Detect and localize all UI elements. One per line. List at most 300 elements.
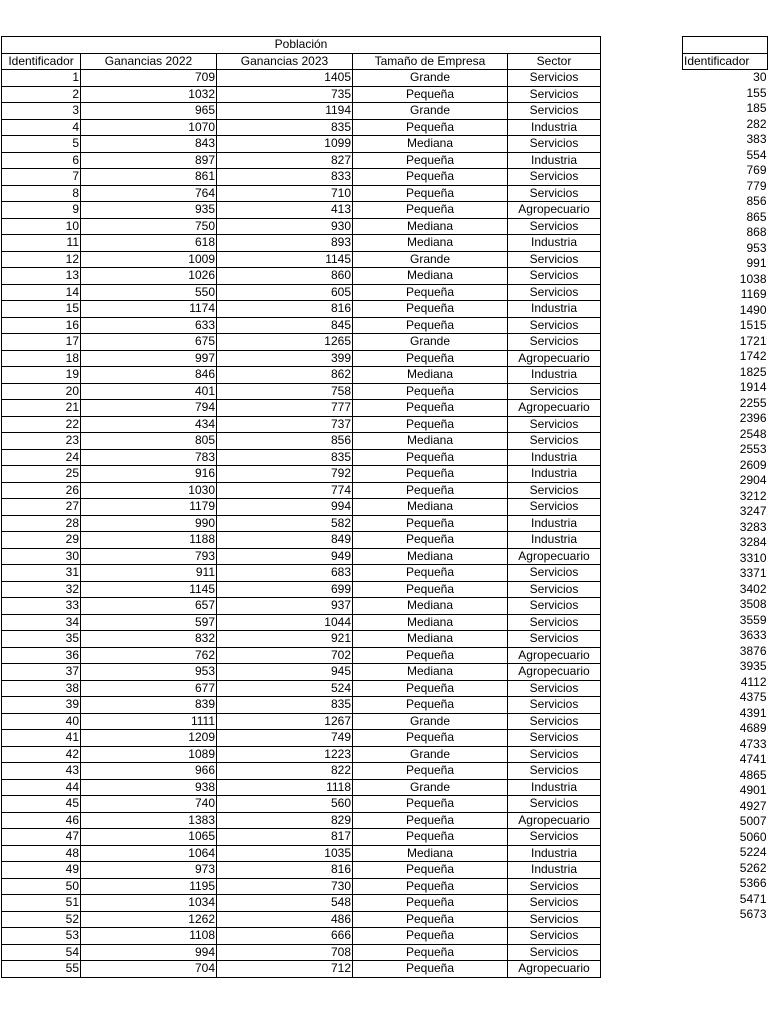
cell-ganancias-2022: 966: [81, 763, 217, 780]
cell-tamano-empresa: Pequeña: [353, 680, 508, 697]
cell-identificador: 4112: [740, 674, 767, 689]
cell-identificador: 51: [2, 895, 81, 912]
cell-identificador: 46: [2, 812, 81, 829]
cell-ganancias-2023: 860: [217, 268, 353, 285]
table-row: [2, 895, 601, 912]
table-row: [2, 581, 601, 598]
cell-ganancias-2022: 1108: [81, 928, 217, 945]
cell-ganancias-2023: 835: [217, 449, 353, 466]
table-row: [2, 70, 601, 87]
cell-tamano-empresa: Grande: [353, 251, 508, 268]
cell-identificador: 29: [2, 532, 81, 549]
cell-ganancias-2023: 930: [217, 218, 353, 235]
cell-sector: Industria: [508, 862, 601, 879]
cell-identificador: 32: [2, 581, 81, 598]
cell-tamano-empresa: Pequeña: [353, 565, 508, 582]
cell-ganancias-2023: 817: [217, 829, 353, 846]
cell-ganancias-2023: 1118: [217, 779, 353, 796]
cell-tamano-empresa: Pequeña: [353, 697, 508, 714]
table-row: [2, 631, 601, 648]
cell-ganancias-2023: 849: [217, 532, 353, 549]
cell-ganancias-2023: 1099: [217, 136, 353, 153]
table-row: [2, 746, 601, 763]
header-ganancias-2022: Ganancias 2022: [81, 53, 217, 70]
cell-tamano-empresa: Mediana: [353, 218, 508, 235]
cell-sector: Servicios: [508, 268, 601, 285]
cell-ganancias-2022: 750: [81, 218, 217, 235]
cell-identificador: 7: [2, 169, 81, 186]
table-row: [683, 148, 768, 164]
table-row: [683, 535, 768, 551]
cell-identificador: 3935: [739, 659, 767, 674]
table-row: [2, 86, 601, 103]
cell-tamano-empresa: Pequeña: [353, 911, 508, 928]
cell-identificador: 2904: [739, 473, 767, 488]
cell-ganancias-2022: 597: [81, 614, 217, 631]
cell-ganancias-2022: 401: [81, 383, 217, 400]
cell-ganancias-2023: 1145: [217, 251, 353, 268]
table-row: [2, 466, 601, 483]
cell-sector: Industria: [508, 449, 601, 466]
cell-ganancias-2023: 605: [217, 284, 353, 301]
table-row: [2, 565, 601, 582]
cell-sector: Servicios: [508, 697, 601, 714]
cell-identificador: 12: [2, 251, 81, 268]
table-row: [2, 202, 601, 219]
cell-identificador: 35: [2, 631, 81, 648]
cell-ganancias-2023: 945: [217, 664, 353, 681]
cell-ganancias-2022: 1065: [81, 829, 217, 846]
table-row: [683, 396, 768, 412]
title-row: [2, 37, 601, 54]
cell-identificador: 2: [2, 86, 81, 103]
cell-tamano-empresa: Grande: [353, 103, 508, 120]
table-row: [2, 548, 601, 565]
table-row: [683, 349, 768, 365]
cell-ganancias-2022: 1188: [81, 532, 217, 549]
second-title-row: [683, 37, 768, 54]
cell-sector: Servicios: [508, 581, 601, 598]
table-row: [683, 830, 768, 846]
cell-ganancias-2022: 633: [81, 317, 217, 334]
cell-ganancias-2023: 1265: [217, 334, 353, 351]
cell-ganancias-2023: 835: [217, 697, 353, 714]
cell-identificador: 36: [2, 647, 81, 664]
cell-identificador: 5471: [739, 891, 767, 906]
cell-ganancias-2023: 399: [217, 350, 353, 367]
cell-identificador: 4901: [739, 783, 767, 798]
cell-identificador: 868: [746, 225, 767, 240]
cell-sector: Servicios: [508, 251, 601, 268]
cell-identificador: 54: [2, 944, 81, 961]
table-row: [683, 861, 768, 877]
cell-ganancias-2022: 990: [81, 515, 217, 532]
cell-identificador: 15: [2, 301, 81, 318]
cell-identificador: 1169: [740, 287, 767, 302]
cell-identificador: 991: [746, 256, 767, 271]
cell-identificador: 5: [2, 136, 81, 153]
cell-tamano-empresa: Pequeña: [353, 169, 508, 186]
cell-sector: Servicios: [508, 763, 601, 780]
cell-tamano-empresa: Pequeña: [353, 532, 508, 549]
cell-sector: Agropecuario: [508, 812, 601, 829]
cell-ganancias-2022: 1262: [81, 911, 217, 928]
table-row: [683, 303, 768, 319]
table-row: [683, 179, 768, 195]
cell-ganancias-2023: 666: [217, 928, 353, 945]
table-row: [2, 367, 601, 384]
cell-ganancias-2023: 1035: [217, 845, 353, 862]
table-row: [2, 878, 601, 895]
cell-identificador: 1038: [739, 271, 767, 286]
table-row: [2, 812, 601, 829]
table-row: [683, 86, 768, 102]
cell-sector: Servicios: [508, 680, 601, 697]
cell-ganancias-2023: 735: [217, 86, 353, 103]
cell-ganancias-2023: 937: [217, 598, 353, 615]
cell-ganancias-2022: 805: [81, 433, 217, 450]
table-row: [683, 597, 768, 613]
cell-ganancias-2022: 935: [81, 202, 217, 219]
cell-sector: Servicios: [508, 416, 601, 433]
table-row: [683, 783, 768, 799]
cell-identificador: 25: [2, 466, 81, 483]
cell-tamano-empresa: Mediana: [353, 598, 508, 615]
cell-ganancias-2023: 708: [217, 944, 353, 961]
cell-tamano-empresa: Pequeña: [353, 400, 508, 417]
cell-ganancias-2023: 560: [217, 796, 353, 813]
cell-sector: Industria: [508, 515, 601, 532]
cell-tamano-empresa: Mediana: [353, 433, 508, 450]
cell-identificador: 865: [746, 209, 767, 224]
cell-tamano-empresa: Pequeña: [353, 796, 508, 813]
cell-sector: Servicios: [508, 878, 601, 895]
cell-identificador: 53: [2, 928, 81, 945]
cell-ganancias-2023: 856: [217, 433, 353, 450]
table-row: [2, 169, 601, 186]
cell-identificador: 19: [2, 367, 81, 384]
cell-ganancias-2023: 774: [217, 482, 353, 499]
table-row: [2, 647, 601, 664]
cell-identificador: 14: [2, 284, 81, 301]
cell-sector: Industria: [508, 301, 601, 318]
cell-identificador: 4375: [739, 690, 767, 705]
cell-identificador: 27: [2, 499, 81, 516]
cell-ganancias-2023: 712: [217, 961, 353, 978]
cell-tamano-empresa: Pequeña: [353, 515, 508, 532]
cell-tamano-empresa: Pequeña: [353, 185, 508, 202]
cell-identificador: 3310: [739, 550, 767, 565]
cell-identificador: 10: [2, 218, 81, 235]
cell-sector: Servicios: [508, 70, 601, 87]
header-identificador: Identificador: [2, 53, 81, 70]
cell-identificador: 5007: [739, 814, 767, 829]
table-row: [683, 380, 768, 396]
cell-ganancias-2022: 916: [81, 466, 217, 483]
table-row: [2, 400, 601, 417]
table-row: [2, 845, 601, 862]
cell-identificador: 3508: [739, 597, 767, 612]
table-row: [683, 892, 768, 908]
table-row: [2, 499, 601, 516]
cell-ganancias-2023: 702: [217, 647, 353, 664]
table-row: [2, 713, 601, 730]
cell-tamano-empresa: Grande: [353, 779, 508, 796]
cell-tamano-empresa: Pequeña: [353, 466, 508, 483]
cell-tamano-empresa: Grande: [353, 713, 508, 730]
cell-identificador: 31: [2, 565, 81, 582]
cell-ganancias-2022: 1032: [81, 86, 217, 103]
cell-tamano-empresa: Pequeña: [353, 449, 508, 466]
cell-tamano-empresa: Grande: [353, 746, 508, 763]
second-header-row: [683, 53, 768, 70]
cell-identificador: 17: [2, 334, 81, 351]
cell-sector: Servicios: [508, 383, 601, 400]
cell-identificador: 40: [2, 713, 81, 730]
cell-ganancias-2023: 582: [217, 515, 353, 532]
cell-tamano-empresa: Pequeña: [353, 284, 508, 301]
cell-ganancias-2022: 1174: [81, 301, 217, 318]
cell-ganancias-2022: 1070: [81, 119, 217, 136]
cell-identificador: 1742: [739, 349, 767, 364]
table-row: [683, 644, 768, 660]
cell-sector: Servicios: [508, 895, 601, 912]
table-row: [683, 272, 768, 288]
cell-identificador: 1490: [739, 302, 767, 317]
cell-ganancias-2022: 953: [81, 664, 217, 681]
header-ganancias-2023: Ganancias 2023: [217, 53, 353, 70]
cell-identificador: 9: [2, 202, 81, 219]
table-row: [2, 268, 601, 285]
cell-tamano-empresa: Mediana: [353, 845, 508, 862]
cell-tamano-empresa: Pequeña: [353, 350, 508, 367]
cell-tamano-empresa: Pequeña: [353, 202, 508, 219]
table-row: [2, 730, 601, 747]
cell-identificador: 52: [2, 911, 81, 928]
cell-identificador: 47: [2, 829, 81, 846]
cell-identificador: 13: [2, 268, 81, 285]
cell-identificador: 2609: [739, 457, 767, 472]
cell-sector: Servicios: [508, 136, 601, 153]
cell-ganancias-2022: 1034: [81, 895, 217, 912]
cell-sector: Servicios: [508, 631, 601, 648]
cell-identificador: 282: [746, 116, 767, 131]
cell-ganancias-2022: 994: [81, 944, 217, 961]
cell-identificador: 38: [2, 680, 81, 697]
cell-tamano-empresa: Pequeña: [353, 878, 508, 895]
cell-ganancias-2023: 835: [217, 119, 353, 136]
table-row: [2, 449, 601, 466]
table-row: [683, 287, 768, 303]
table-row: [683, 566, 768, 582]
cell-identificador: 1515: [739, 318, 767, 333]
table-row: [2, 251, 601, 268]
cell-ganancias-2022: 861: [81, 169, 217, 186]
cell-sector: Servicios: [508, 911, 601, 928]
cell-identificador: 3371: [739, 566, 767, 581]
cell-identificador: 5262: [739, 860, 767, 875]
cell-sector: Industria: [508, 779, 601, 796]
cell-identificador: 2548: [739, 426, 767, 441]
cell-ganancias-2022: 657: [81, 598, 217, 615]
table-row: [2, 301, 601, 318]
cell-ganancias-2023: 777: [217, 400, 353, 417]
cell-identificador: 44: [2, 779, 81, 796]
cell-identificador: 953: [746, 240, 767, 255]
cell-tamano-empresa: Pequeña: [353, 581, 508, 598]
table-row: [2, 433, 601, 450]
cell-ganancias-2022: 764: [81, 185, 217, 202]
table-row: [2, 697, 601, 714]
population-body: [2, 70, 601, 978]
cell-ganancias-2023: 749: [217, 730, 353, 747]
cell-ganancias-2023: 862: [217, 367, 353, 384]
cell-ganancias-2023: 816: [217, 862, 353, 879]
cell-ganancias-2022: 897: [81, 152, 217, 169]
cell-tamano-empresa: Mediana: [353, 664, 508, 681]
table-row: [683, 768, 768, 784]
table-row: [683, 256, 768, 272]
cell-ganancias-2022: 1145: [81, 581, 217, 598]
cell-ganancias-2022: 618: [81, 235, 217, 252]
cell-identificador: 23: [2, 433, 81, 450]
cell-tamano-empresa: Mediana: [353, 235, 508, 252]
cell-identificador: 185: [746, 101, 767, 116]
cell-identificador: 41: [2, 730, 81, 747]
cell-ganancias-2023: 758: [217, 383, 353, 400]
cell-identificador: 1914: [739, 380, 767, 395]
cell-identificador: 18: [2, 350, 81, 367]
cell-tamano-empresa: Mediana: [353, 631, 508, 648]
cell-ganancias-2023: 683: [217, 565, 353, 582]
cell-sector: Industria: [508, 367, 601, 384]
table-row: [683, 752, 768, 768]
cell-ganancias-2023: 822: [217, 763, 353, 780]
cell-sector: Agropecuario: [508, 647, 601, 664]
table-row: [683, 845, 768, 861]
cell-identificador: 16: [2, 317, 81, 334]
table-row: [2, 136, 601, 153]
cell-tamano-empresa: Pequeña: [353, 416, 508, 433]
table-row: [2, 119, 601, 136]
table-row: [2, 862, 601, 879]
table-row: [2, 763, 601, 780]
cell-sector: Industria: [508, 532, 601, 549]
table-row: [2, 532, 601, 549]
cell-tamano-empresa: Pequeña: [353, 763, 508, 780]
cell-tamano-empresa: Mediana: [353, 367, 508, 384]
cell-identificador: 3283: [739, 519, 767, 534]
cell-identificador: 2396: [739, 411, 767, 426]
cell-tamano-empresa: Pequeña: [353, 812, 508, 829]
cell-sector: Servicios: [508, 713, 601, 730]
cell-ganancias-2023: 833: [217, 169, 353, 186]
table-row: [2, 961, 601, 978]
cell-ganancias-2023: 949: [217, 548, 353, 565]
cell-ganancias-2022: 965: [81, 103, 217, 120]
table-row: [683, 721, 768, 737]
table-row: [683, 318, 768, 334]
cell-identificador: 554: [746, 147, 767, 162]
cell-identificador: 4865: [739, 767, 767, 782]
cell-tamano-empresa: Mediana: [353, 268, 508, 285]
cell-tamano-empresa: Pequeña: [353, 961, 508, 978]
cell-identificador: 856: [746, 194, 767, 209]
cell-identificador: 43: [2, 763, 81, 780]
cell-identificador: 39: [2, 697, 81, 714]
table-row: [683, 551, 768, 567]
cell-tamano-empresa: Pequeña: [353, 482, 508, 499]
table-row: [2, 944, 601, 961]
cell-ganancias-2022: 997: [81, 350, 217, 367]
cell-sector: Servicios: [508, 284, 601, 301]
cell-ganancias-2023: 699: [217, 581, 353, 598]
cell-identificador: 21: [2, 400, 81, 417]
cell-ganancias-2023: 548: [217, 895, 353, 912]
table-row: [683, 334, 768, 350]
table-row: [683, 132, 768, 148]
table-row: [2, 235, 601, 252]
table-row: [683, 163, 768, 179]
cell-ganancias-2022: 911: [81, 565, 217, 582]
table-row: [2, 482, 601, 499]
table-row: [2, 152, 601, 169]
cell-identificador: 3284: [739, 535, 767, 550]
cell-ganancias-2023: 816: [217, 301, 353, 318]
cell-identificador: 49: [2, 862, 81, 879]
second-table: [682, 36, 768, 923]
table-row: [683, 520, 768, 536]
cell-identificador: 779: [746, 178, 767, 193]
cell-sector: Servicios: [508, 317, 601, 334]
cell-identificador: 48: [2, 845, 81, 862]
table-row: [683, 613, 768, 629]
cell-identificador: 26: [2, 482, 81, 499]
cell-sector: Servicios: [508, 334, 601, 351]
table-row: [683, 473, 768, 489]
cell-tamano-empresa: Pequeña: [353, 383, 508, 400]
cell-ganancias-2023: 730: [217, 878, 353, 895]
header-tamano-empresa: Tamaño de Empresa: [353, 53, 508, 70]
table-row: [2, 185, 601, 202]
cell-identificador: 28: [2, 515, 81, 532]
cell-ganancias-2022: 846: [81, 367, 217, 384]
cell-tamano-empresa: Grande: [353, 70, 508, 87]
cell-sector: Servicios: [508, 499, 601, 516]
table-row: [2, 103, 601, 120]
cell-ganancias-2023: 845: [217, 317, 353, 334]
cell-ganancias-2022: 973: [81, 862, 217, 879]
cell-identificador: 5673: [739, 907, 767, 922]
cell-ganancias-2022: 1209: [81, 730, 217, 747]
table-row: [2, 928, 601, 945]
cell-ganancias-2022: 1064: [81, 845, 217, 862]
cell-identificador: 1: [2, 70, 81, 87]
cell-identificador: 4391: [739, 705, 767, 720]
cell-identificador: 42: [2, 746, 81, 763]
second-table-title: [683, 37, 768, 54]
table-row: [683, 365, 768, 381]
cell-ganancias-2022: 783: [81, 449, 217, 466]
table-row: [683, 210, 768, 226]
cell-sector: Industria: [508, 152, 601, 169]
cell-tamano-empresa: Pequeña: [353, 152, 508, 169]
cell-tamano-empresa: Grande: [353, 334, 508, 351]
table-row: [683, 411, 768, 427]
cell-sector: Agropecuario: [508, 664, 601, 681]
table-row: [2, 416, 601, 433]
cell-sector: Servicios: [508, 433, 601, 450]
